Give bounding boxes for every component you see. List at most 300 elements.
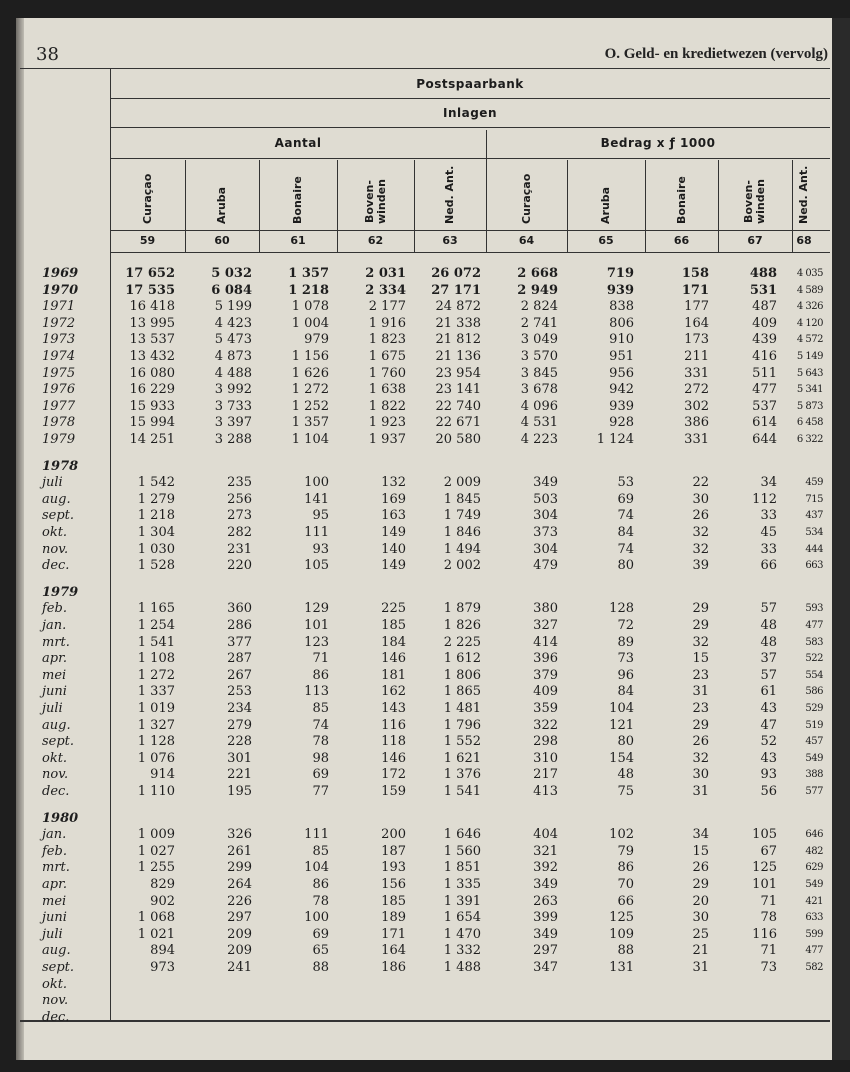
row-label: 1979 bbox=[42, 432, 76, 447]
header-bedrag: Bedrag x ƒ 1000 bbox=[600, 136, 716, 150]
table-cell: 37 bbox=[760, 651, 777, 667]
table-cell: 256 bbox=[227, 491, 252, 507]
table-cell: 3 397 bbox=[214, 415, 252, 431]
table-cell: 416 bbox=[752, 349, 777, 364]
table-cell: 267 bbox=[227, 667, 252, 683]
table-cell: 582 bbox=[805, 962, 823, 973]
table-cell: 48 bbox=[617, 767, 634, 783]
table-cell: 22 671 bbox=[435, 415, 481, 431]
table-cell: 413 bbox=[533, 784, 558, 799]
table-cell: 209 bbox=[227, 926, 252, 942]
table-cell: 56 bbox=[760, 784, 777, 799]
table-cell: 26 bbox=[692, 734, 709, 750]
table-cell: 1 252 bbox=[291, 398, 329, 414]
table-cell: 2 741 bbox=[520, 315, 558, 331]
table-cell: 47 bbox=[760, 717, 777, 733]
table-cell: 88 bbox=[617, 943, 634, 959]
table-cell: 186 bbox=[381, 960, 406, 975]
table-cell: 169 bbox=[381, 491, 406, 507]
table-cell: 23 bbox=[692, 667, 709, 683]
row-label: juni bbox=[42, 910, 67, 926]
table-cell: 2 824 bbox=[520, 299, 558, 315]
table-cell: 349 bbox=[533, 475, 558, 491]
table-cell: 286 bbox=[227, 618, 252, 633]
table-cell: 902 bbox=[150, 893, 175, 909]
table-cell: 100 bbox=[304, 910, 329, 926]
table-cell: 89 bbox=[617, 634, 634, 650]
table-cell: 163 bbox=[381, 508, 406, 524]
table-cell: 326 bbox=[227, 827, 252, 843]
document-page bbox=[16, 18, 832, 1060]
section-heading: 1979 bbox=[42, 584, 79, 600]
table-cell: 5 473 bbox=[214, 332, 252, 348]
table-cell: 263 bbox=[533, 893, 558, 909]
table-cell: 225 bbox=[381, 601, 406, 617]
table-cell: 4 326 bbox=[796, 301, 823, 313]
row-label: jan. bbox=[42, 618, 67, 633]
table-cell: 1 110 bbox=[137, 784, 175, 799]
row-label: aug. bbox=[42, 491, 71, 507]
table-cell: 599 bbox=[805, 928, 823, 940]
table-cell: 193 bbox=[381, 860, 406, 876]
table-cell: 437 bbox=[805, 510, 823, 522]
table-cell: 15 994 bbox=[129, 415, 175, 431]
table-cell: 1 279 bbox=[137, 491, 175, 507]
adjacent-page-edge bbox=[832, 18, 850, 1060]
table-cell: 116 bbox=[381, 717, 406, 733]
table-cell: 663 bbox=[805, 560, 823, 572]
table-cell: 15 bbox=[692, 843, 709, 859]
table-cell: 221 bbox=[227, 767, 252, 783]
table-cell: 287 bbox=[227, 651, 252, 667]
table-cell: 549 bbox=[805, 879, 823, 890]
table-cell: 3 049 bbox=[520, 332, 558, 348]
row-label: juli bbox=[42, 475, 63, 491]
table-cell: 1 272 bbox=[291, 382, 329, 398]
table-cell: 5 032 bbox=[211, 266, 252, 281]
table-cell: 1 851 bbox=[443, 860, 481, 876]
table-cell: 331 bbox=[684, 432, 709, 447]
table-cell: 70 bbox=[617, 877, 634, 892]
table-cell: 279 bbox=[227, 717, 252, 733]
table-cell: 1 327 bbox=[137, 717, 175, 733]
table-cell: 282 bbox=[227, 525, 252, 540]
table-cell: 104 bbox=[304, 860, 329, 876]
table-cell: 4 589 bbox=[796, 284, 823, 296]
table-cell: 14 251 bbox=[129, 432, 175, 447]
table-cell: 32 bbox=[692, 525, 709, 540]
table-cell: 396 bbox=[533, 651, 558, 667]
table-cell: 457 bbox=[805, 736, 823, 748]
column-number-3: 62 bbox=[367, 234, 384, 247]
table-cell: 111 bbox=[304, 827, 329, 843]
row-label: dec. bbox=[42, 784, 70, 799]
table-cell: 4 873 bbox=[214, 349, 252, 364]
table-cell: 129 bbox=[304, 601, 329, 617]
table-cell: 104 bbox=[609, 701, 634, 716]
table-cell: 78 bbox=[312, 893, 329, 909]
column-number-7: 66 bbox=[673, 234, 690, 247]
table-cell: 21 338 bbox=[435, 315, 481, 331]
column-number-4: 63 bbox=[442, 234, 458, 247]
table-cell: 253 bbox=[227, 684, 252, 700]
header-rule-3 bbox=[110, 158, 830, 159]
column-number-0: 59 bbox=[139, 234, 156, 247]
row-label: 1974 bbox=[42, 349, 76, 364]
table-cell: 488 bbox=[749, 266, 777, 281]
table-cell: 30 bbox=[692, 491, 709, 507]
table-cell: 2 334 bbox=[365, 282, 406, 298]
table-cell: 392 bbox=[533, 860, 558, 876]
table-cell: 30 bbox=[692, 910, 709, 926]
table-cell: 1 528 bbox=[137, 558, 175, 574]
table-cell: 829 bbox=[150, 877, 175, 892]
table-cell: 3 570 bbox=[520, 349, 558, 364]
table-cell: 477 bbox=[805, 945, 823, 957]
table-cell: 57 bbox=[760, 601, 777, 617]
table-cell: 32 bbox=[692, 750, 709, 766]
table-cell: 86 bbox=[312, 667, 329, 683]
table-cell: 360 bbox=[227, 601, 252, 617]
table-cell: 1 272 bbox=[137, 667, 175, 683]
table-cell: 187 bbox=[381, 843, 406, 859]
table-cell: 111 bbox=[304, 525, 329, 540]
table-cell: 80 bbox=[617, 734, 634, 750]
table-cell: 388 bbox=[805, 769, 823, 781]
column-header-label: Bonaire bbox=[291, 176, 304, 224]
table-cell: 534 bbox=[805, 527, 823, 538]
table-cell: 1 488 bbox=[443, 960, 481, 975]
table-cell: 479 bbox=[533, 558, 558, 574]
table-cell: 113 bbox=[304, 684, 329, 700]
table-cell: 1 076 bbox=[137, 750, 175, 766]
section-heading: 1980 bbox=[42, 810, 79, 826]
row-label: juli bbox=[42, 926, 63, 942]
table-cell: 16 229 bbox=[129, 382, 175, 398]
table-cell: 101 bbox=[304, 618, 329, 633]
table-cell: 297 bbox=[227, 910, 252, 926]
table-cell: 1 332 bbox=[443, 943, 481, 959]
header-postspaarbank: Postspaarbank bbox=[416, 77, 524, 91]
header-rule-1 bbox=[110, 98, 830, 99]
row-label: okt. bbox=[42, 976, 68, 992]
table-cell: 241 bbox=[227, 960, 252, 975]
stub-divider bbox=[110, 68, 111, 1020]
table-cell: 5 149 bbox=[796, 351, 823, 362]
table-cell: 1 165 bbox=[137, 601, 175, 617]
table-cell: 1 846 bbox=[443, 525, 481, 540]
top-rule bbox=[20, 68, 830, 69]
table-cell: 1 937 bbox=[368, 432, 406, 447]
table-cell: 86 bbox=[312, 877, 329, 892]
table-cell: 112 bbox=[752, 491, 777, 507]
table-cell: 1 542 bbox=[137, 475, 175, 491]
table-cell: 477 bbox=[805, 620, 823, 631]
table-cell: 146 bbox=[381, 750, 406, 766]
table-cell: 1 879 bbox=[443, 601, 481, 617]
table-cell: 95 bbox=[312, 508, 329, 524]
table-cell: 1 654 bbox=[443, 910, 481, 926]
table-cell: 195 bbox=[227, 784, 252, 799]
table-cell: 209 bbox=[227, 943, 252, 959]
row-label: mei bbox=[42, 667, 67, 683]
row-label: dec. bbox=[42, 1009, 70, 1025]
column-header-label: Aruba bbox=[215, 186, 228, 224]
table-cell: 217 bbox=[533, 767, 558, 783]
table-cell: 302 bbox=[684, 398, 709, 414]
table-cell: 1 541 bbox=[137, 634, 175, 650]
table-cell: 322 bbox=[533, 717, 558, 733]
table-cell: 914 bbox=[150, 767, 175, 783]
row-label: 1972 bbox=[42, 315, 76, 331]
table-cell: 273 bbox=[227, 508, 252, 524]
table-cell: 26 bbox=[692, 508, 709, 524]
table-cell: 1 806 bbox=[443, 667, 481, 683]
table-cell: 61 bbox=[760, 684, 777, 700]
table-cell: 31 bbox=[692, 784, 709, 799]
table-cell: 1 826 bbox=[443, 618, 481, 633]
table-cell: 1 021 bbox=[137, 926, 175, 942]
row-label: sept. bbox=[42, 508, 75, 524]
table-cell: 297 bbox=[533, 943, 558, 959]
table-cell: 29 bbox=[692, 618, 709, 633]
table-cell: 80 bbox=[617, 558, 634, 574]
table-cell: 25 bbox=[692, 926, 709, 942]
column-number-9: 68 bbox=[796, 234, 812, 247]
table-cell: 162 bbox=[381, 684, 406, 700]
table-cell: 231 bbox=[227, 541, 252, 557]
table-cell: 125 bbox=[752, 860, 777, 876]
table-cell: 1 254 bbox=[137, 618, 175, 633]
table-cell: 73 bbox=[617, 651, 634, 667]
column-header-label: Bonaire bbox=[674, 176, 688, 224]
table-cell: 149 bbox=[381, 525, 406, 540]
row-label: mrt. bbox=[42, 634, 70, 650]
table-cell: 32 bbox=[692, 634, 709, 650]
table-cell: 1 019 bbox=[137, 701, 175, 716]
table-cell: 39 bbox=[692, 558, 709, 574]
table-cell: 88 bbox=[312, 960, 329, 975]
table-cell: 1 128 bbox=[137, 734, 175, 750]
table-cell: 301 bbox=[227, 750, 252, 766]
table-cell: 184 bbox=[381, 634, 406, 650]
table-cell: 33 bbox=[760, 508, 777, 524]
table-cell: 22 bbox=[692, 475, 709, 491]
table-cell: 78 bbox=[312, 734, 329, 750]
row-label: apr. bbox=[42, 877, 67, 892]
table-cell: 377 bbox=[227, 634, 252, 650]
table-cell: 1 541 bbox=[443, 784, 481, 799]
table-cell: 228 bbox=[227, 734, 252, 750]
table-cell: 531 bbox=[749, 282, 777, 298]
table-cell: 78 bbox=[760, 910, 777, 926]
header-aantal: Aantal bbox=[274, 136, 322, 150]
row-label: nov. bbox=[42, 993, 69, 1009]
table-cell: 32 bbox=[692, 541, 709, 557]
table-cell: 96 bbox=[617, 667, 634, 683]
table-cell: 586 bbox=[805, 686, 823, 698]
table-cell: 189 bbox=[381, 910, 406, 926]
table-cell: 13 995 bbox=[129, 315, 175, 331]
table-cell: 5 341 bbox=[796, 384, 823, 396]
table-cell: 1 078 bbox=[291, 299, 329, 315]
page-number: 38 bbox=[36, 44, 59, 65]
table-cell: 171 bbox=[381, 926, 406, 942]
header-rule-2 bbox=[110, 127, 830, 128]
page-binding-shadow bbox=[16, 18, 24, 1060]
table-cell: 1 108 bbox=[137, 651, 175, 667]
table-cell: 939 bbox=[609, 398, 634, 414]
row-label: mrt. bbox=[42, 860, 70, 876]
table-cell: 52 bbox=[760, 734, 777, 750]
table-cell: 444 bbox=[805, 543, 823, 555]
table-cell: 69 bbox=[312, 926, 329, 942]
table-cell: 359 bbox=[533, 701, 558, 716]
row-label: okt. bbox=[42, 750, 68, 766]
row-label: feb. bbox=[42, 601, 67, 617]
table-cell: 69 bbox=[312, 767, 329, 783]
table-cell: 13 432 bbox=[129, 349, 175, 364]
table-cell: 1 337 bbox=[137, 684, 175, 700]
row-label: nov. bbox=[42, 541, 69, 557]
row-label: apr. bbox=[42, 651, 67, 667]
table-cell: 85 bbox=[312, 701, 329, 716]
table-cell: 132 bbox=[381, 475, 406, 491]
table-cell: 45 bbox=[760, 525, 777, 540]
column-header-label: Ned. Ant. bbox=[443, 165, 456, 224]
table-cell: 261 bbox=[227, 843, 252, 859]
table-cell: 226 bbox=[227, 893, 252, 909]
table-cell: 321 bbox=[533, 843, 558, 859]
table-cell: 1 357 bbox=[288, 266, 329, 281]
table-cell: 159 bbox=[381, 784, 406, 799]
row-label: 1971 bbox=[42, 299, 76, 315]
table-cell: 956 bbox=[609, 365, 634, 381]
table-cell: 71 bbox=[760, 893, 777, 909]
table-cell: 1 612 bbox=[443, 651, 481, 667]
row-label: aug. bbox=[42, 717, 71, 733]
table-cell: 4 223 bbox=[520, 432, 558, 447]
table-cell: 554 bbox=[805, 669, 823, 681]
table-cell: 57 bbox=[760, 667, 777, 683]
table-cell: 20 580 bbox=[435, 432, 481, 447]
bottom-rule bbox=[20, 1020, 830, 1022]
table-cell: 84 bbox=[617, 525, 634, 540]
table-cell: 200 bbox=[381, 827, 406, 843]
row-label: 1976 bbox=[42, 382, 76, 398]
table-cell: 1 481 bbox=[443, 701, 481, 716]
table-cell: 1 376 bbox=[443, 767, 481, 783]
table-cell: 409 bbox=[533, 684, 558, 700]
header-rule-5 bbox=[110, 252, 830, 253]
table-cell: 2 668 bbox=[517, 266, 558, 281]
table-cell: 347 bbox=[533, 960, 558, 975]
table-cell: 13 537 bbox=[129, 332, 175, 348]
column-header-label: Curaçao bbox=[140, 173, 154, 224]
table-cell: 72 bbox=[617, 618, 634, 633]
table-cell: 1 823 bbox=[368, 332, 406, 348]
table-cell: 86 bbox=[617, 860, 634, 876]
table-cell: 482 bbox=[805, 845, 823, 857]
table-cell: 3 733 bbox=[214, 398, 252, 414]
table-cell: 2 949 bbox=[517, 282, 558, 298]
table-cell: 23 141 bbox=[435, 382, 481, 398]
table-cell: 2 225 bbox=[443, 634, 481, 650]
table-cell: 26 072 bbox=[431, 266, 481, 281]
table-cell: 69 bbox=[617, 491, 634, 507]
row-label: sept. bbox=[42, 734, 75, 750]
table-cell: 185 bbox=[381, 893, 406, 909]
table-cell: 128 bbox=[609, 601, 634, 617]
table-cell: 93 bbox=[312, 541, 329, 557]
table-cell: 158 bbox=[681, 266, 709, 281]
table-cell: 1 494 bbox=[443, 541, 481, 557]
table-cell: 21 812 bbox=[435, 332, 481, 348]
table-cell: 310 bbox=[533, 750, 558, 766]
header-inlagen: Inlagen bbox=[443, 106, 497, 120]
table-cell: 1 796 bbox=[443, 717, 481, 733]
table-cell: 53 bbox=[617, 475, 634, 491]
table-cell: 1 104 bbox=[291, 432, 329, 447]
table-cell: 23 bbox=[692, 701, 709, 716]
table-cell: 102 bbox=[609, 827, 634, 843]
table-cell: 149 bbox=[381, 558, 406, 574]
row-label: nov. bbox=[42, 767, 69, 783]
table-cell: 386 bbox=[684, 415, 709, 431]
row-label: okt. bbox=[42, 525, 68, 540]
table-cell: 979 bbox=[304, 332, 329, 348]
table-cell: 21 bbox=[692, 943, 709, 959]
table-cell: 1 749 bbox=[443, 508, 481, 524]
table-cell: 409 bbox=[752, 315, 777, 331]
table-cell: 74 bbox=[617, 508, 634, 524]
column-number-5: 64 bbox=[518, 234, 535, 247]
column-number-6: 65 bbox=[598, 234, 614, 247]
table-cell: 140 bbox=[381, 541, 406, 557]
table-cell: 304 bbox=[533, 541, 558, 557]
table-cell: 121 bbox=[609, 717, 634, 733]
table-cell: 27 171 bbox=[431, 282, 481, 298]
table-cell: 939 bbox=[606, 282, 634, 298]
table-cell: 141 bbox=[304, 491, 329, 507]
table-cell: 2 177 bbox=[368, 299, 406, 315]
table-cell: 105 bbox=[752, 827, 777, 843]
table-cell: 43 bbox=[760, 701, 777, 716]
table-cell: 116 bbox=[752, 926, 777, 942]
table-cell: 1 865 bbox=[443, 684, 481, 700]
table-cell: 75 bbox=[617, 784, 634, 799]
table-cell: 973 bbox=[150, 960, 175, 975]
table-cell: 5 199 bbox=[214, 299, 252, 315]
table-cell: 1 470 bbox=[443, 926, 481, 942]
table-cell: 646 bbox=[805, 829, 823, 841]
table-cell: 2 031 bbox=[365, 266, 406, 281]
table-cell: 2 002 bbox=[443, 558, 481, 574]
table-cell: 583 bbox=[805, 636, 823, 648]
table-cell: 439 bbox=[752, 332, 777, 348]
table-cell: 125 bbox=[609, 910, 634, 926]
row-label: 1970 bbox=[42, 282, 79, 298]
table-cell: 951 bbox=[609, 349, 634, 364]
table-cell: 1 030 bbox=[137, 541, 175, 557]
table-cell: 156 bbox=[381, 877, 406, 892]
table-cell: 1 560 bbox=[443, 843, 481, 859]
table-cell: 4 531 bbox=[520, 415, 558, 431]
table-cell: 65 bbox=[312, 943, 329, 959]
table-cell: 380 bbox=[533, 601, 558, 617]
table-cell: 98 bbox=[312, 750, 329, 766]
row-label: jan. bbox=[42, 827, 67, 843]
